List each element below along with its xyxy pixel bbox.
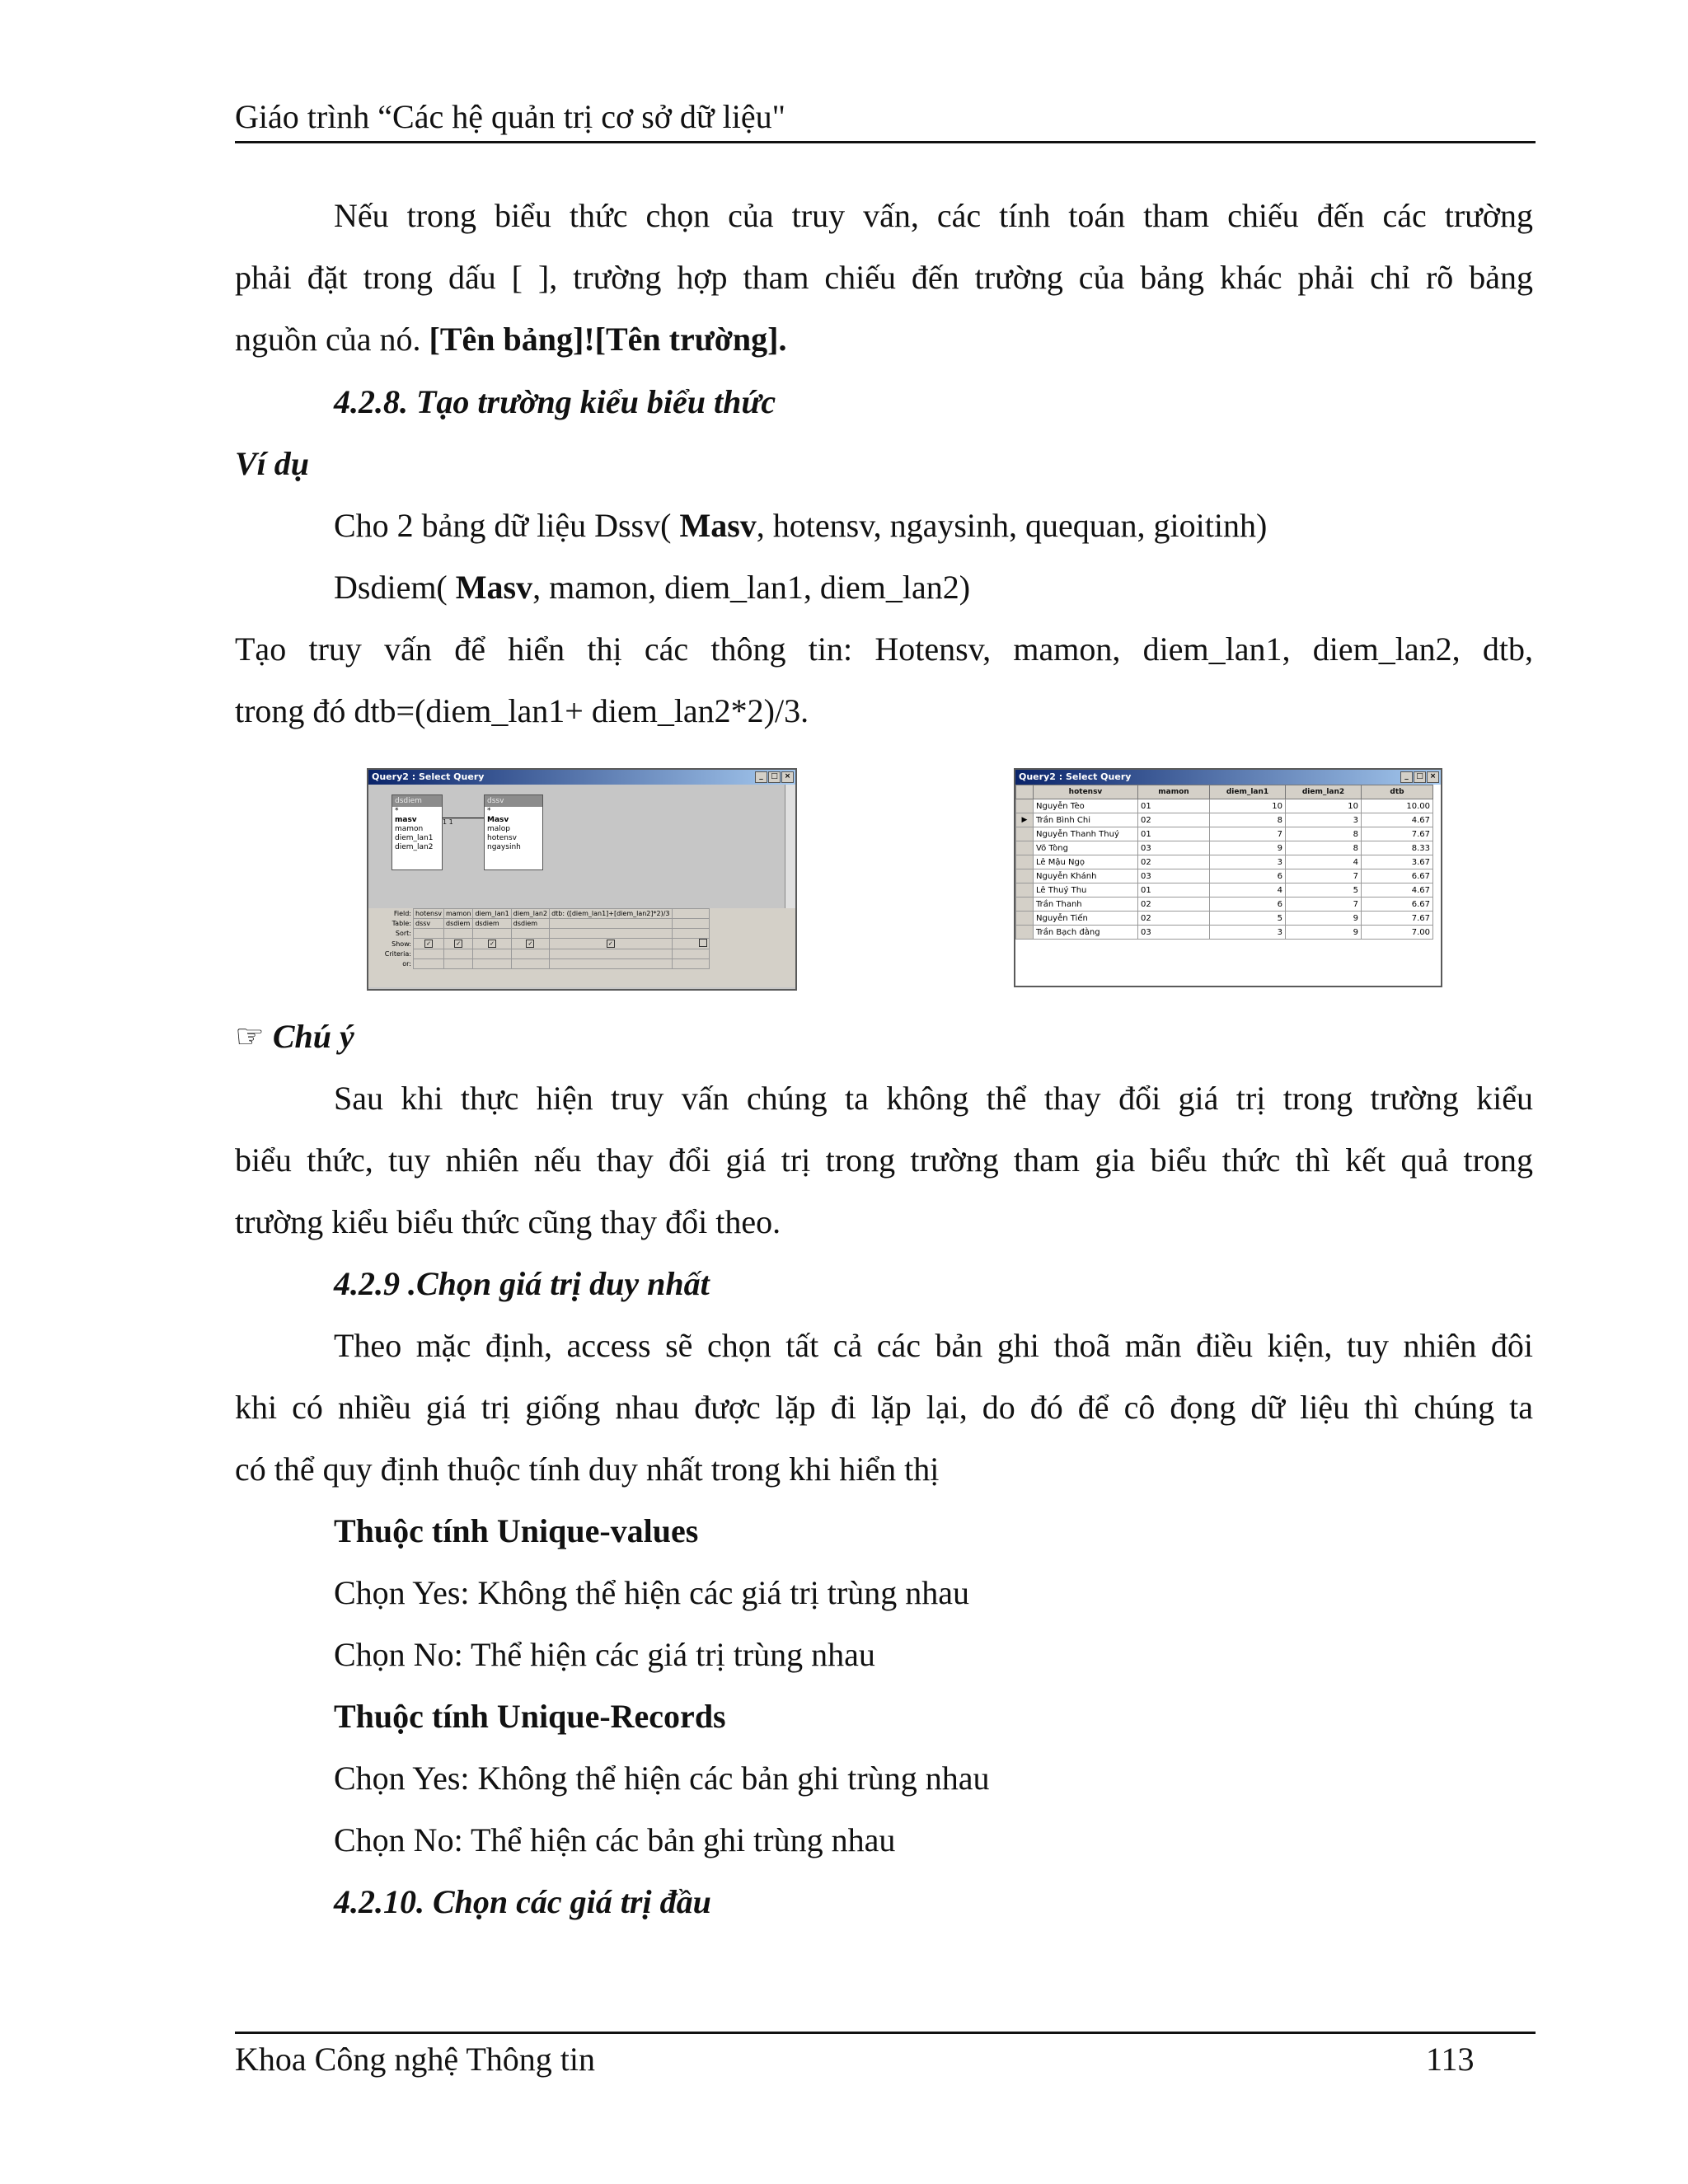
window-titlebar: Query2 : Select Query _ □ × — [368, 770, 795, 785]
table-row: Lê Mậu Ngọ 02 3 4 3.67 — [1016, 855, 1433, 869]
paragraph-line: Sau khi thực hiện truy vấn chúng ta không thể thay đổi giá trị trong trường kiểu — [334, 1080, 1533, 1117]
table-row: Trần Thanh 02 6 7 6.67 — [1016, 898, 1433, 912]
section-heading-4-2-10: 4.2.10. Chọn các giá trị đầu — [334, 1883, 711, 1920]
unique-records-no: Chọn No: Thể hiện các bản ghi trùng nhau — [334, 1821, 896, 1858]
footer-department: Khoa Công nghệ Thông tin — [235, 2041, 596, 2078]
column-header[interactable]: diem_lan2 — [1286, 785, 1362, 799]
page-header-title: Giáo trình “Các hệ quản trị cơ sở dữ liệu" — [235, 98, 785, 135]
minimize-icon[interactable]: _ — [1400, 771, 1413, 783]
table-row: Nguyễn Thanh Thuý 01 7 8 7.67 — [1016, 827, 1433, 841]
close-icon[interactable]: × — [1427, 771, 1439, 783]
note-heading: ☞ Chú ý — [235, 1018, 354, 1055]
table-row: Trần Bạch đằng 03 3 9 7.00 — [1016, 926, 1433, 940]
table-box-dssv[interactable]: dssv * Masv malop hotensv ngaysinh — [484, 794, 543, 870]
vertical-scrollbar[interactable] — [785, 785, 795, 908]
table-row: Nguyễn Tèo 01 10 10 10.00 — [1016, 799, 1433, 813]
query-design-grid[interactable]: Field: hotensv mamon diem_lan1 diem_lan2 dtb: ([diem_lan1]+[diem_lan2]*2)/3 Table: dssv dsdiem dsdiem dsdiem Sort: Show: ✓ ✓ ✓ ✓ ✓ Criteria: or: — [368, 908, 795, 987]
page-number: 113 — [1426, 2041, 1475, 2078]
column-header[interactable]: hotensv — [1034, 785, 1138, 799]
paragraph-line: khi có nhiều giá trị giống nhau được lặp đi lặp lại, do đó để cô đọng dữ liệu thì chúng ta — [235, 1389, 1533, 1426]
syntax-example: [Tên bảng]![Tên trường]. — [429, 321, 787, 358]
table-row: Võ Tòng 03 9 8 8.33 — [1016, 841, 1433, 855]
unique-records-heading: Thuộc tính Unique-Records — [334, 1698, 726, 1735]
section-heading-4-2-8: 4.2.8. Tạo trường kiểu biểu thức — [334, 383, 776, 420]
show-checkbox[interactable]: ✓ — [424, 940, 433, 948]
maximize-icon[interactable]: □ — [768, 771, 781, 783]
minimize-icon[interactable]: _ — [755, 771, 767, 783]
result-datasheet[interactable] — [1015, 785, 1433, 940]
maximize-icon[interactable]: □ — [1414, 771, 1426, 783]
paragraph-line: trong đó dtb=(diem_lan1+ diem_lan2*2)/3. — [235, 692, 809, 729]
show-checkbox[interactable]: ✓ — [454, 940, 462, 948]
footer-divider — [235, 2032, 1536, 2034]
table-row: Nguyễn Tiến 02 5 9 7.67 — [1016, 912, 1433, 926]
example-label: Ví dụ — [235, 445, 310, 482]
unique-records-yes: Chọn Yes: Không thể hiện các bản ghi trùng nhau — [334, 1760, 990, 1797]
column-header[interactable]: dtb — [1362, 785, 1433, 799]
show-checkbox[interactable]: ✓ — [607, 940, 615, 948]
unique-values-heading: Thuộc tính Unique-values — [334, 1512, 699, 1549]
table-definition-dssv: Cho 2 bảng dữ liệu Dssv( Masv, hotensv, ngaysinh, quequan, gioitinh) — [334, 507, 1268, 544]
query-design-window — [367, 768, 797, 991]
column-header[interactable]: mamon — [1138, 785, 1210, 799]
unique-values-yes: Chọn Yes: Không thể hiện các giá trị trùng nhau — [334, 1574, 969, 1611]
paragraph-line: phải đặt trong dấu [ ], trường hợp tham chiếu đến trường của bảng khác phải chỉ rõ bảng — [235, 259, 1533, 296]
show-checkbox[interactable]: ✓ — [526, 940, 534, 948]
header-divider — [235, 141, 1536, 143]
table-definition-dsdiem: Dsdiem( Masv, mamon, diem_lan1, diem_lan2) — [334, 569, 971, 606]
show-checkbox[interactable]: ✓ — [488, 940, 496, 948]
column-header[interactable]: diem_lan1 — [1210, 785, 1286, 799]
section-heading-4-2-9: 4.2.9 .Chọn giá trị duy nhất — [334, 1265, 710, 1302]
join-line: 1 1 — [443, 818, 484, 826]
table-row: Nguyễn Khánh 03 6 7 6.67 — [1016, 869, 1433, 883]
paragraph-line: trường kiểu biểu thức cũng thay đổi theo. — [235, 1203, 781, 1240]
table-row: Lê Thuý Thu 01 4 5 4.67 — [1016, 883, 1433, 898]
paragraph-line: nguồn của nó. [Tên bảng]![Tên trường]. — [235, 321, 787, 358]
record-selector-icon[interactable]: ▶ — [1016, 813, 1034, 827]
window-titlebar: Query2 : Select Query _ □ × — [1015, 770, 1441, 785]
paragraph-line: Theo mặc định, access sẽ chọn tất cả các bản ghi thoã mãn điều kiện, tuy nhiên đôi — [334, 1327, 1533, 1364]
paragraph-line: biểu thức, tuy nhiên nếu thay đổi giá trị trong trường tham gia biểu thức thì kết quả trong — [235, 1141, 1533, 1179]
paragraph-line: Nếu trong biểu thức chọn của truy vấn, các tính toán tham chiếu đến các trường — [334, 197, 1533, 234]
close-icon[interactable]: × — [781, 771, 794, 783]
paragraph-line: có thể quy định thuộc tính duy nhất trong khi hiển thị — [235, 1451, 940, 1488]
query-result-window — [1014, 768, 1442, 987]
table-box-dsdiem[interactable]: dsdiem * masv mamon diem_lan1 diem_lan2 — [392, 794, 443, 870]
paragraph-line: Tạo truy vấn để hiển thị các thông tin: Hotensv, mamon, diem_lan1, diem_lan2, dtb, — [235, 630, 1533, 668]
pointing-hand-icon: ☞ — [235, 1018, 265, 1055]
show-checkbox[interactable] — [699, 939, 707, 947]
unique-values-no: Chọn No: Thể hiện các giá trị trùng nhau — [334, 1636, 875, 1673]
table-row: ▶ Trần Bình Chi 02 8 3 4.67 — [1016, 813, 1433, 827]
